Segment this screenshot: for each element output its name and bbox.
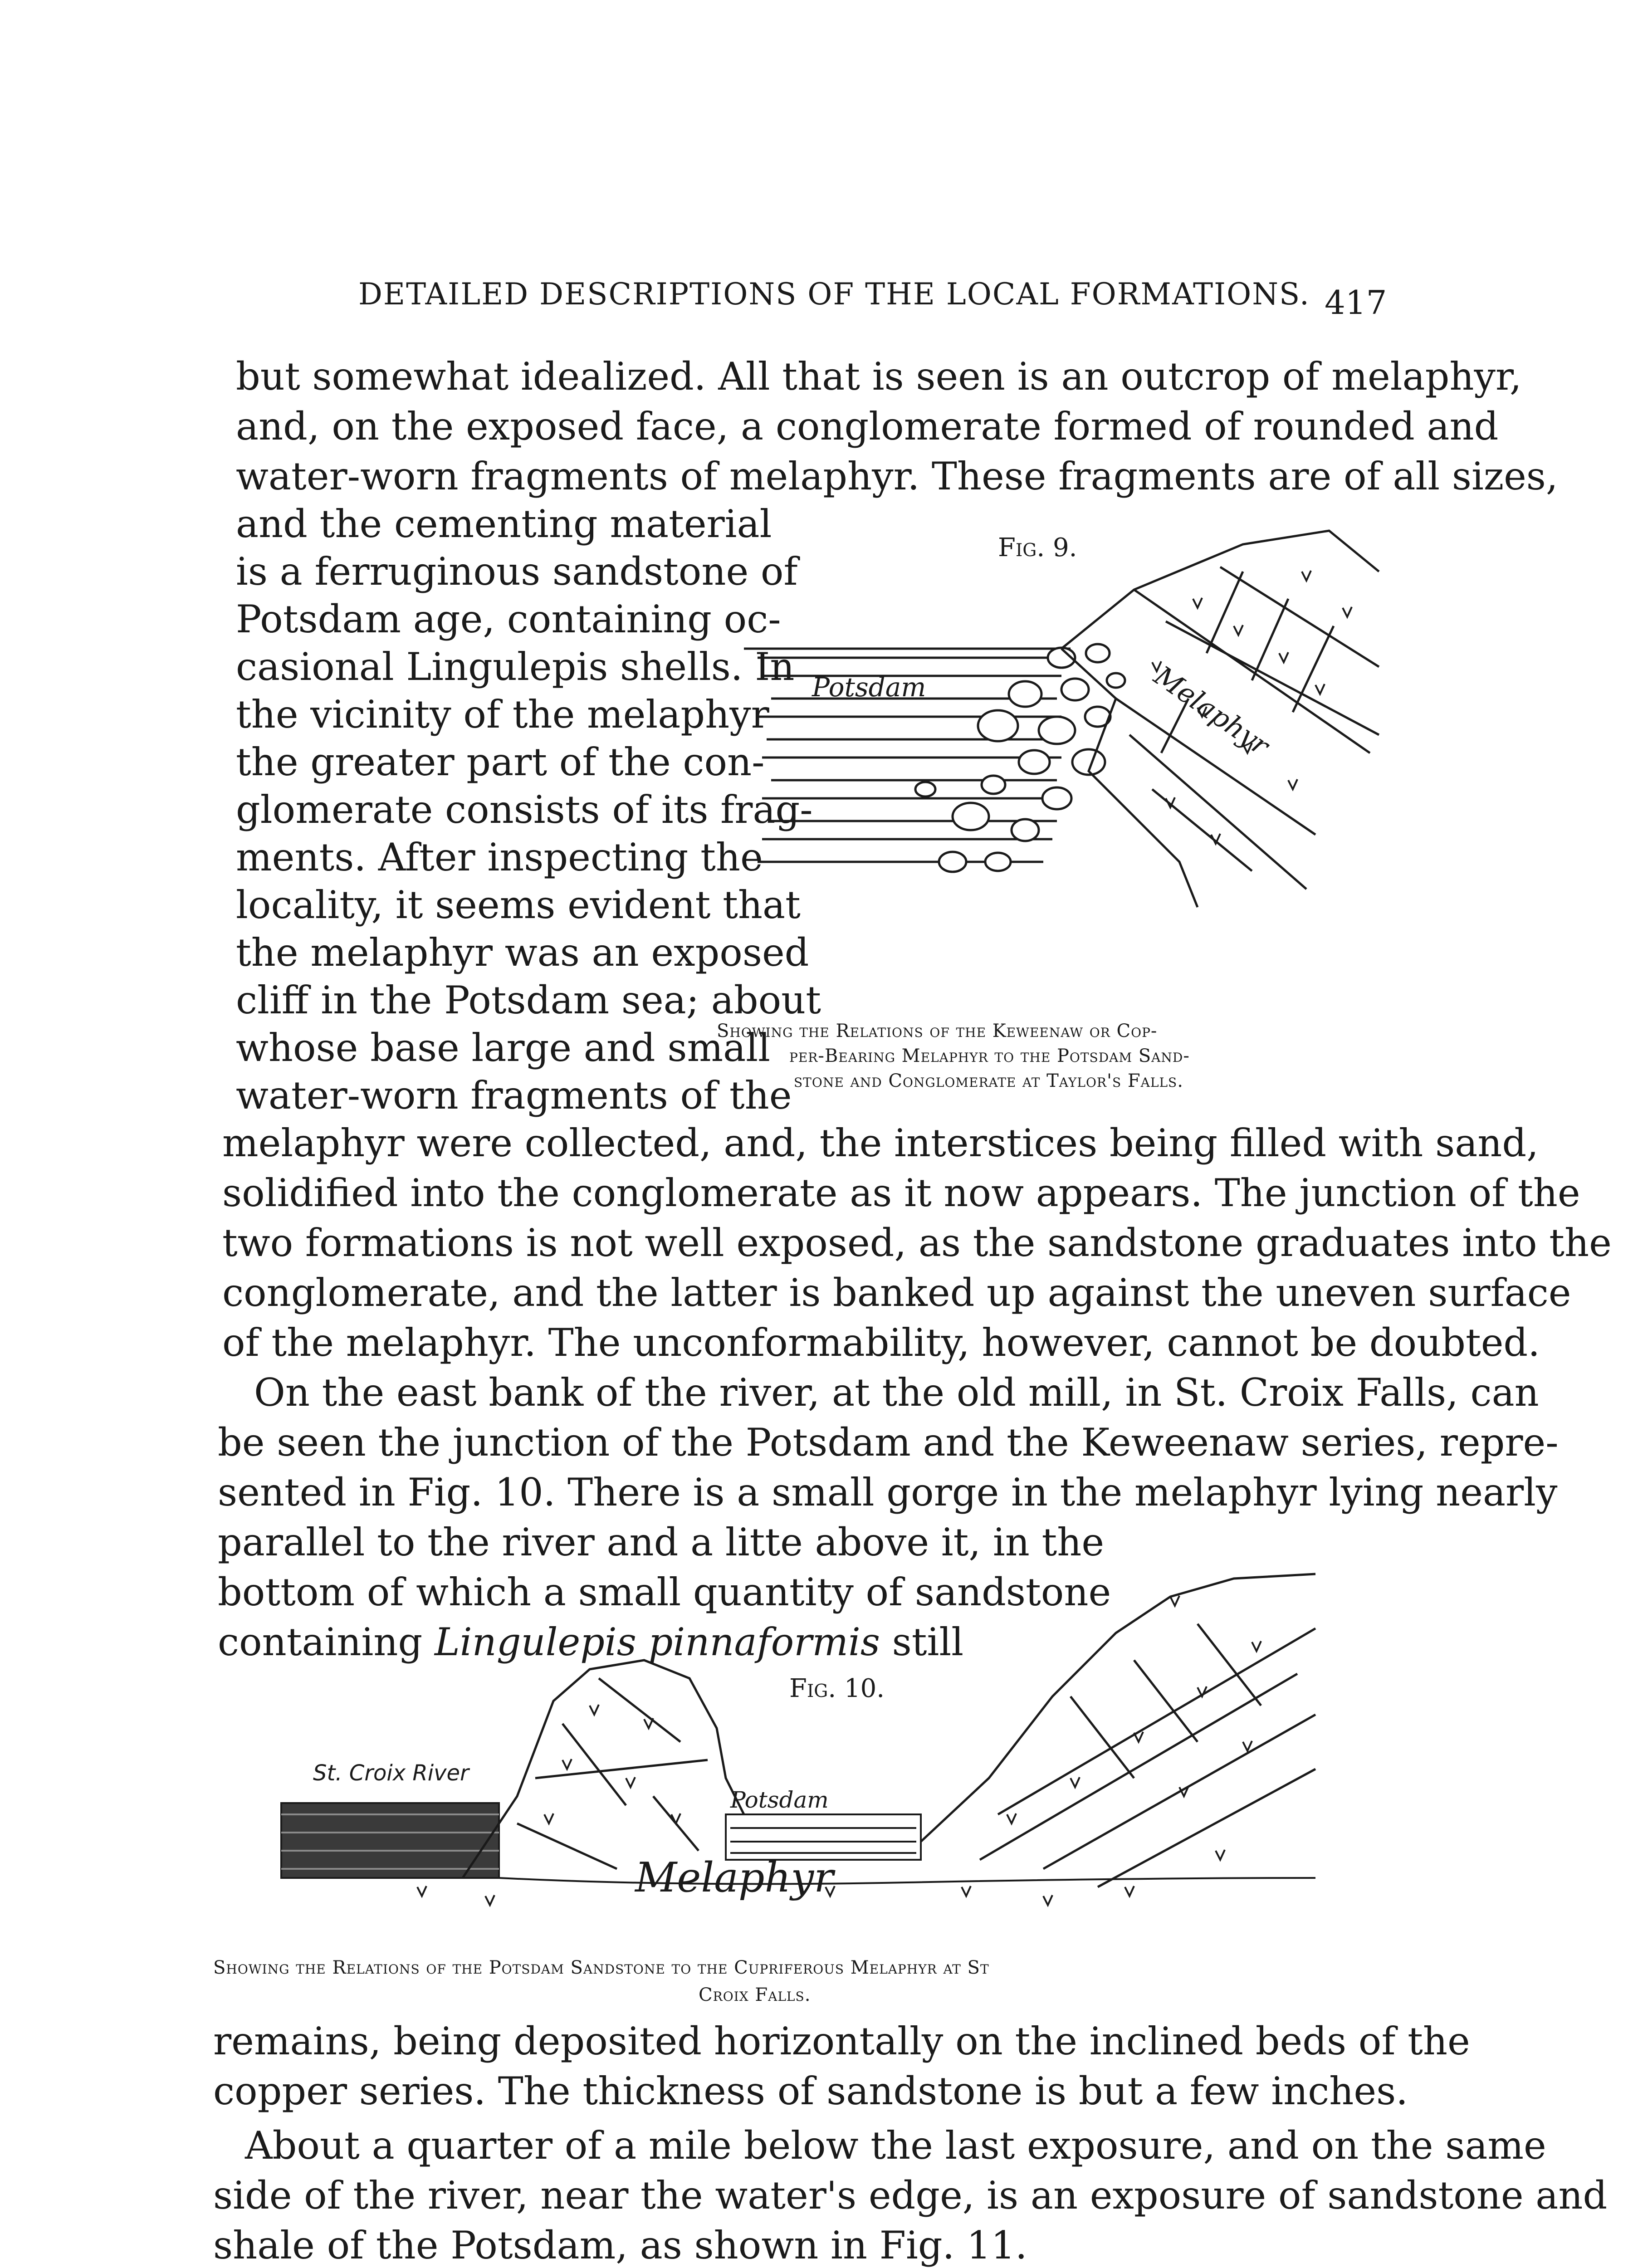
text-line: the vicinity of the melaphyr — [236, 692, 769, 737]
species-name: Lingulepis pinnaformis — [434, 1620, 880, 1664]
fig9-text-potsdam: Potsdam — [812, 672, 926, 703]
fig10-text-river: St. Croix River — [313, 1760, 469, 1786]
text-line: melaphyr were collected, and, the interstices being filled with sand, — [222, 1121, 1539, 1165]
text-line: On the east bank of the river, at the old mill, in St. Croix Falls, can — [254, 1370, 1539, 1415]
fig9-text-melaphyr: Melaphyr — [1148, 660, 1275, 762]
text-line: the melaphyr was an exposed — [236, 930, 809, 975]
text-line: parallel to the river and a litte above it, in the — [218, 1520, 1105, 1564]
text-line: solidified into the conglomerate as it now appears. The junction of the — [222, 1171, 1580, 1215]
text-line: but somewhat idealized. All that is seen is an outcrop of melaphyr, — [236, 354, 1522, 399]
fig9-caption-line: Showing the Relations of the Keweenaw or Cop- — [717, 1021, 1158, 1041]
text-line: locality, it seems evident that — [236, 883, 801, 927]
fig10-text-melaphyr: Melaphyr — [635, 1854, 834, 1901]
text-line: casional Lingulepis shells. In — [236, 645, 795, 689]
fig10-illustration — [272, 1524, 1397, 1955]
text-line: two formations is not well exposed, as the sandstone graduates into the — [222, 1221, 1612, 1265]
text-line: water-worn fragments of the — [236, 1073, 792, 1118]
text-line: of the melaphyr. The unconformability, however, cannot be doubted. — [222, 1320, 1540, 1365]
fig10-text-potsdam: Potsdam — [730, 1787, 829, 1813]
text-line: and the cementing material — [236, 502, 772, 546]
fig10-river — [281, 1803, 499, 1878]
fig10-caption-line: Showing the Relations of the Potsdam Sandstone to the Cupriferous Melaphyr at St — [213, 1957, 989, 1978]
text-line: glomerate consists of its frag- — [236, 787, 813, 832]
text-line: copper series. The thickness of sandstone is but a few inches. — [213, 2069, 1408, 2113]
fig9-illustration — [744, 517, 1388, 916]
fig10-caption-line: Croix Falls. — [699, 1984, 811, 2005]
text-line: About a quarter of a mile below the last exposure, and on the same — [245, 2123, 1546, 2168]
fig9-caption-line: stone and Conglomerate at Taylor's Falls. — [794, 1070, 1183, 1091]
running-header: DETAILED DESCRIPTIONS OF THE LOCAL FORMATIONS. — [358, 277, 1310, 312]
fig10-label: Fig. 10. — [789, 1674, 885, 1703]
page-number: 417 — [1325, 284, 1387, 322]
text-line: is a ferruginous sandstone of — [236, 549, 798, 594]
text-line: the greater part of the con- — [236, 740, 765, 784]
text-line: water-worn fragments of melaphyr. These fragments are of all sizes, — [236, 454, 1558, 499]
text-line: whose base large and small — [236, 1026, 770, 1070]
text-line: and, on the exposed face, a conglomerate formed of rounded and — [236, 404, 1499, 449]
fig10-gorge-sandstone — [726, 1814, 921, 1860]
text-line: be seen the junction of the Potsdam and the Keweenaw series, repre- — [218, 1420, 1559, 1465]
fig10-ground-line — [499, 1878, 1315, 1884]
text-line: shale of the Potsdam, as shown in Fig. 11. — [213, 2223, 1027, 2268]
text-fragment: containing — [218, 1620, 435, 1664]
text-line: side of the river, near the water's edge, is an exposure of sandstone and — [213, 2173, 1608, 2218]
fig9-caption-line: per-Bearing Melaphyr to the Potsdam Sand- — [789, 1046, 1190, 1066]
text-fragment: still — [880, 1620, 964, 1664]
text-line: conglomerate, and the latter is banked up against the uneven surface — [222, 1271, 1571, 1315]
fig9-label: Fig. 9. — [998, 533, 1077, 562]
text-line: bottom of which a small quantity of sandstone — [218, 1570, 1111, 1614]
text-line: sented in Fig. 10. There is a small gorge in the melaphyr lying nearly — [218, 1470, 1558, 1515]
fig10-melaphyr-slope — [921, 1574, 1315, 1887]
text-line: cliff in the Potsdam sea; about — [236, 978, 821, 1022]
fig10-melaphyr-knob — [463, 1660, 762, 1878]
text-line: ments. After inspecting the — [236, 835, 763, 880]
text-line: Potsdam age, containing oc- — [236, 597, 781, 641]
text-line: remains, being deposited horizontally on the inclined beds of the — [213, 2019, 1470, 2063]
